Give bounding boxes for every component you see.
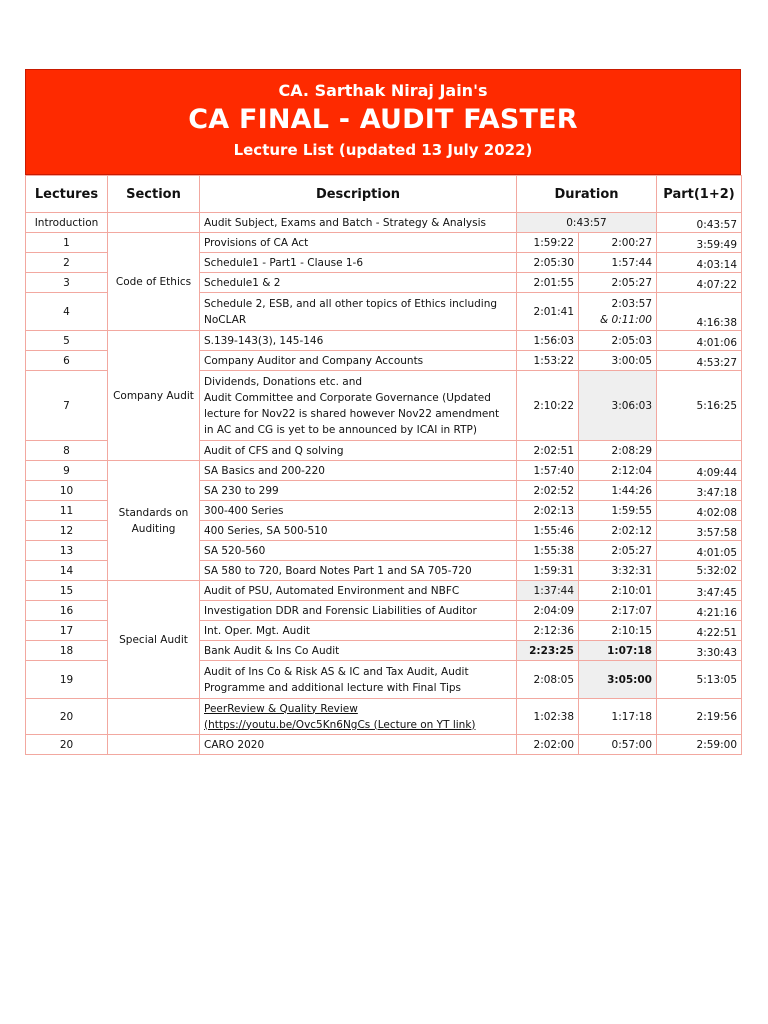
duration-part2: 1:07:18 bbox=[579, 641, 657, 661]
lecture-description: Schedule1 - Part1 - Clause 1-6 bbox=[200, 253, 517, 273]
duration-part1: 2:02:52 bbox=[517, 481, 579, 501]
duration-part2: 2:10:15 bbox=[579, 621, 657, 641]
part-total: 4:01:06 bbox=[657, 331, 742, 351]
table-row bbox=[26, 331, 742, 351]
duration-part2: 2:05:27 bbox=[579, 273, 657, 293]
lecture-description: Schedule 2, ESB, and all other topics of Ethics including NoCLAR bbox=[200, 293, 517, 331]
part-total: 4:07:22 bbox=[657, 273, 742, 293]
header-part: Part(1+2) bbox=[657, 176, 742, 213]
lecture-number: 11 bbox=[26, 501, 108, 521]
lecture-description: S.139-143(3), 145-146 bbox=[200, 331, 517, 351]
section-cell bbox=[108, 699, 200, 735]
lecture-number: 17 bbox=[26, 621, 108, 641]
duration-part1: 1:59:31 bbox=[517, 561, 579, 581]
part-total: 2:59:00 bbox=[657, 735, 742, 755]
duration-part1: 2:04:09 bbox=[517, 601, 579, 621]
lecture-description: 300-400 Series bbox=[200, 501, 517, 521]
lecture-number: 3 bbox=[26, 273, 108, 293]
part-total: 3:30:43 bbox=[657, 641, 742, 661]
part-total: 4:01:05 bbox=[657, 541, 742, 561]
lecture-description: Audit of CFS and Q solving bbox=[200, 441, 517, 461]
part-total: 4:02:08 bbox=[657, 501, 742, 521]
duration-part2: 3:06:03 bbox=[579, 371, 657, 441]
duration-part2: 0:57:00 bbox=[579, 735, 657, 755]
table-row bbox=[26, 213, 742, 233]
lecture-sheet bbox=[25, 69, 741, 755]
lecture-number: 12 bbox=[26, 521, 108, 541]
header-description: Description bbox=[200, 176, 517, 213]
lecture-number: 5 bbox=[26, 331, 108, 351]
duration-part1: 1:57:40 bbox=[517, 461, 579, 481]
lecture-description: Provisions of CA Act bbox=[200, 233, 517, 253]
duration-part1: 2:02:13 bbox=[517, 501, 579, 521]
lecture-number: 1 bbox=[26, 233, 108, 253]
table-header-row bbox=[26, 176, 742, 213]
part-total: 4:21:16 bbox=[657, 601, 742, 621]
part-total: 5:32:02 bbox=[657, 561, 742, 581]
duration-part1: 2:02:51 bbox=[517, 441, 579, 461]
lecture-number: 6 bbox=[26, 351, 108, 371]
table-row bbox=[26, 581, 742, 601]
lecture-description: Investigation DDR and Forensic Liabilities of Auditor bbox=[200, 601, 517, 621]
lecture-description-line1: Dividends, Donations etc. and bbox=[204, 375, 363, 388]
duration-part1: 1:37:44 bbox=[517, 581, 579, 601]
duration-part2: 3:05:00 bbox=[579, 661, 657, 699]
part-total bbox=[657, 441, 742, 461]
lecture-number: 10 bbox=[26, 481, 108, 501]
part-total: 3:47:45 bbox=[657, 581, 742, 601]
header-lectures: Lectures bbox=[26, 176, 108, 213]
lecture-description: Audit Subject, Exams and Batch - Strategy & Analysis bbox=[200, 213, 517, 233]
header-banner bbox=[25, 69, 741, 175]
part-total: 4:03:14 bbox=[657, 253, 742, 273]
duration-part2: 1:57:44 bbox=[579, 253, 657, 273]
duration-part2: 2:00:27 bbox=[579, 233, 657, 253]
duration-part1: 2:08:05 bbox=[517, 661, 579, 699]
lecture-description bbox=[200, 371, 517, 441]
duration-part2: 2:10:01 bbox=[579, 581, 657, 601]
duration-part1: 1:55:46 bbox=[517, 521, 579, 541]
duration-part1: 1:55:38 bbox=[517, 541, 579, 561]
duration-part1: 2:01:55 bbox=[517, 273, 579, 293]
lecture-number: 18 bbox=[26, 641, 108, 661]
duration-part2 bbox=[579, 293, 657, 331]
lecture-number: 20 bbox=[26, 735, 108, 755]
lecture-number: 15 bbox=[26, 581, 108, 601]
duration-part2: 2:12:04 bbox=[579, 461, 657, 481]
duration-part1: 2:10:22 bbox=[517, 371, 579, 441]
lecture-number: 2 bbox=[26, 253, 108, 273]
lecture-description: SA Basics and 200-220 bbox=[200, 461, 517, 481]
lecture-description: SA 580 to 720, Board Notes Part 1 and SA 705-720 bbox=[200, 561, 517, 581]
page-subtitle: Lecture List (updated 13 July 2022) bbox=[233, 141, 533, 159]
part-total: 3:57:58 bbox=[657, 521, 742, 541]
section-standards-on-auditing: Standards on Auditing bbox=[108, 461, 200, 581]
section-special-audit: Special Audit bbox=[108, 581, 200, 699]
duration-part2: 1:17:18 bbox=[579, 699, 657, 735]
lecture-number: 9 bbox=[26, 461, 108, 481]
lecture-table bbox=[25, 175, 742, 755]
part-total: 4:22:51 bbox=[657, 621, 742, 641]
lecture-number: 13 bbox=[26, 541, 108, 561]
part-total: 0:43:57 bbox=[657, 213, 742, 233]
part-total: 3:47:18 bbox=[657, 481, 742, 501]
duration-part2: 1:44:26 bbox=[579, 481, 657, 501]
part-total: 4:53:27 bbox=[657, 351, 742, 371]
duration-total: 0:43:57 bbox=[517, 213, 657, 233]
table-row bbox=[26, 233, 742, 253]
table-row bbox=[26, 735, 742, 755]
section-cell bbox=[108, 213, 200, 233]
duration-part1: 2:02:00 bbox=[517, 735, 579, 755]
lecture-description: 400 Series, SA 500-510 bbox=[200, 521, 517, 541]
lecture-description: Company Auditor and Company Accounts bbox=[200, 351, 517, 371]
duration-part1: 1:56:03 bbox=[517, 331, 579, 351]
lecture-description: Audit of Ins Co & Risk AS & IC and Tax Audit, Audit Programme and additional lecture with Final Tips bbox=[200, 661, 517, 699]
part-total: 5:16:25 bbox=[657, 371, 742, 441]
lecture-description bbox=[200, 699, 517, 735]
table-row bbox=[26, 461, 742, 481]
duration-part1: 2:01:41 bbox=[517, 293, 579, 331]
lecture-description: CARO 2020 bbox=[200, 735, 517, 755]
duration-part1: 1:02:38 bbox=[517, 699, 579, 735]
lecture-description: Bank Audit & Ins Co Audit bbox=[200, 641, 517, 661]
lecture-description: Audit of PSU, Automated Environment and NBFC bbox=[200, 581, 517, 601]
part-total: 3:59:49 bbox=[657, 233, 742, 253]
peer-review-link[interactable]: PeerReview & Quality Review bbox=[204, 702, 358, 715]
author-name: CA. Sarthak Niraj Jain's bbox=[278, 81, 488, 100]
duration-part2-main: 2:03:57 bbox=[611, 297, 652, 310]
duration-part1: 2:05:30 bbox=[517, 253, 579, 273]
lecture-number: 4 bbox=[26, 293, 108, 331]
lecture-number: 19 bbox=[26, 661, 108, 699]
duration-part1: 2:23:25 bbox=[517, 641, 579, 661]
part-total: 4:16:38 bbox=[657, 293, 742, 331]
lecture-description: SA 520-560 bbox=[200, 541, 517, 561]
lecture-number: Introduction bbox=[26, 213, 108, 233]
lecture-number: 8 bbox=[26, 441, 108, 461]
page-title: CA FINAL - AUDIT FASTER bbox=[188, 104, 578, 135]
header-duration: Duration bbox=[517, 176, 657, 213]
duration-part2: 3:00:05 bbox=[579, 351, 657, 371]
lecture-description: Schedule1 & 2 bbox=[200, 273, 517, 293]
table-row bbox=[26, 699, 742, 735]
duration-part2: 2:05:03 bbox=[579, 331, 657, 351]
part-total: 2:19:56 bbox=[657, 699, 742, 735]
duration-part2-extra: & 0:11:00 bbox=[599, 313, 652, 326]
lecture-description-line2: Audit Committee and Corporate Governance (Updated lecture for Nov22 is shared however Nov22 amendment in AC and CG is yet to be announced by ICAI in RTP) bbox=[204, 391, 500, 436]
duration-part2: 1:59:55 bbox=[579, 501, 657, 521]
duration-part2: 2:17:07 bbox=[579, 601, 657, 621]
part-total: 5:13:05 bbox=[657, 661, 742, 699]
duration-part2: 2:08:29 bbox=[579, 441, 657, 461]
section-code-of-ethics: Code of Ethics bbox=[108, 233, 200, 331]
duration-part1: 1:53:22 bbox=[517, 351, 579, 371]
section-cell bbox=[108, 735, 200, 755]
lecture-number: 7 bbox=[26, 371, 108, 441]
part-total: 4:09:44 bbox=[657, 461, 742, 481]
lecture-description: SA 230 to 299 bbox=[200, 481, 517, 501]
header-section: Section bbox=[108, 176, 200, 213]
duration-part1: 2:12:36 bbox=[517, 621, 579, 641]
duration-part2: 2:02:12 bbox=[579, 521, 657, 541]
duration-part1: 1:59:22 bbox=[517, 233, 579, 253]
lecture-number: 14 bbox=[26, 561, 108, 581]
duration-part2: 2:05:27 bbox=[579, 541, 657, 561]
section-company-audit: Company Audit bbox=[108, 331, 200, 461]
lecture-number: 16 bbox=[26, 601, 108, 621]
duration-part2: 3:32:31 bbox=[579, 561, 657, 581]
youtube-lecture-link[interactable]: (https://youtu.be/Ovc5Kn6NgCs (Lecture on YT link) bbox=[204, 718, 476, 731]
lecture-description: Int. Oper. Mgt. Audit bbox=[200, 621, 517, 641]
lecture-number: 20 bbox=[26, 699, 108, 735]
